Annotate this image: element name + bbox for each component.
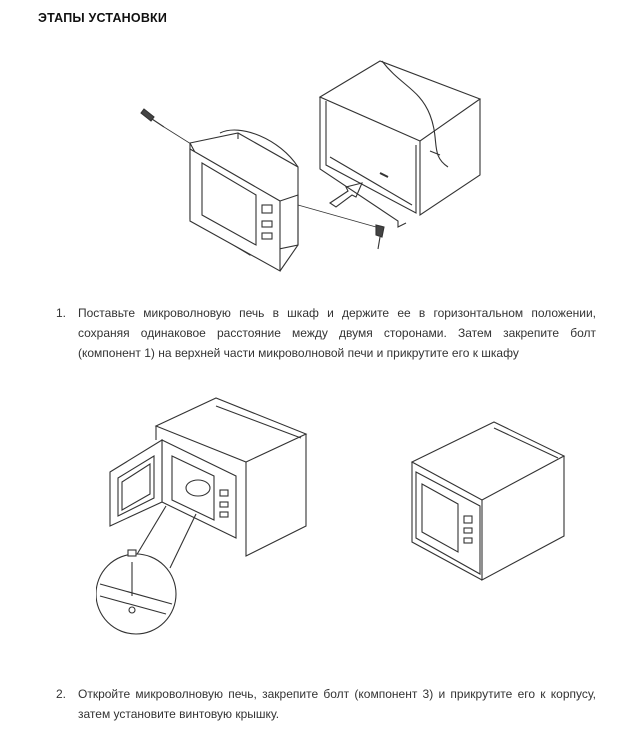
step-number: 2. [56,687,67,701]
screw-icon [141,109,164,127]
step-number: 1. [56,306,67,320]
step-text: Поставьте микроволновую печь в шкаф и держите ее в горизонтальном положении, сохраняя одинаковое расстояние между двумя сторонами. Затем закрепите болт (компонент 1) на верхней части микроволновой печи и прикрутите его к шкафу [78,306,596,360]
figure-insert-microwave [130,55,490,285]
figure-installed-microwave [404,410,574,585]
figure-open-microwave-bolt [96,396,316,641]
step-text: Откройте микроволновую печь, закрепите болт (компонент 3) и прикрутите его к корпусу, затем установите винтовую крышку. [78,687,596,721]
step-1 [56,303,596,363]
screw-icon [376,225,384,249]
step-2 [56,684,596,724]
page-title: ЭТАПЫ УСТАНОВКИ [38,11,168,25]
